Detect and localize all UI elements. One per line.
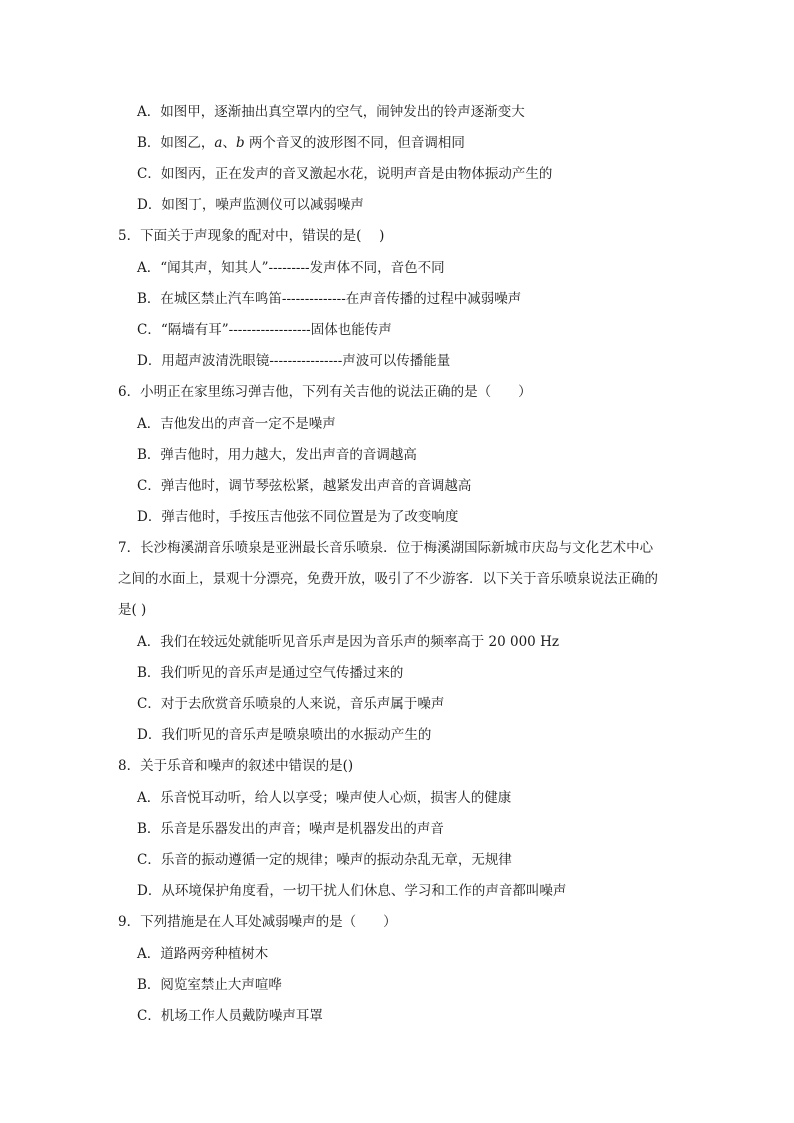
q6-option-a: A．吉他发出的声音一定不是噪声: [137, 416, 336, 432]
q4-option-b-sep: 、: [222, 135, 236, 151]
q8-stem: 8．关于乐音和噪声的叙述中错误的是(): [118, 758, 354, 774]
q6-option-d: D．弹吉他时，手按压吉他弦不同位置是为了改变响度: [137, 509, 459, 525]
q9-option-b: B．阅览室禁止大声喧哗: [137, 977, 282, 993]
q4-option-b-var-b: b: [235, 135, 245, 151]
q4-option-b-suffix: 两个音叉的波形图不同，但音调相同: [244, 135, 465, 151]
q5-option-b: B．在城区禁止汽车鸣笛--------------在声音传播的过程中减弱噪声: [137, 291, 522, 307]
q8-option-a: A．乐音悦耳动听，给人以享受；噪声使人心烦，损害人的健康: [137, 790, 512, 806]
q7-stem-line-2: 之间的水面上，景观十分漂亮，免费开放，吸引了不少游客．以下关于音乐喷泉说法正确的: [118, 571, 658, 587]
q4-option-b: [137, 134, 465, 152]
q5-option-c: C．“隔墙有耳”------------------固体也能传声: [137, 322, 392, 338]
q8-option-d: D．从环境保护角度看，一切干扰人们休息、学习和工作的声音都叫噪声: [137, 883, 567, 899]
q7-stem-line-3: 是( ): [118, 602, 147, 618]
q7-option-d: D．我们听见的音乐声是喷泉喷出的水振动产生的: [137, 727, 432, 743]
q4-option-b-prefix: B．如图乙，: [137, 135, 215, 151]
q9-stem: 9．下列措施是在人耳处减弱噪声的是（ ）: [118, 914, 397, 930]
q6-option-c: C．弹吉他时，调节琴弦松紧，越紧发出声音的音调越高: [137, 478, 472, 494]
q4-option-d: D．如图丁，噪声监测仪可以减弱噪声: [137, 197, 364, 213]
q5-option-a: A．“闻其声，知其人”---------发声体不同，音色不同: [137, 260, 445, 276]
q7-option-a: A．我们在较远处就能听见音乐声是因为音乐声的频率高于 20 000 Hz: [137, 634, 559, 650]
q7-option-b: B．我们听见的音乐声是通过空气传播过来的: [137, 665, 404, 681]
q7-stem-line-1: 7．长沙梅溪湖音乐喷泉是亚洲最长音乐喷泉．位于梅溪湖国际新城市庆岛与文化艺术中心: [118, 540, 654, 556]
q4-option-a: A．如图甲，逐渐抽出真空罩内的空气，闹钟发出的铃声逐渐变大: [137, 104, 525, 120]
q9-option-c: C．机场工作人员戴防噪声耳罩: [137, 1008, 323, 1024]
q8-option-b: B．乐音是乐器发出的声音；噪声是机器发出的声音: [137, 821, 444, 837]
q5-option-d: D．用超声波清洗眼镜----------------声波可以传播能量: [137, 353, 451, 369]
q7-option-c: C．对于去欣赏音乐喷泉的人来说，音乐声属于噪声: [137, 696, 445, 712]
q5-stem: 5．下面关于声现象的配对中，错误的是( ): [118, 228, 385, 244]
q4-option-c: C．如图丙，正在发声的音叉激起水花，说明声音是由物体振动产生的: [137, 166, 553, 182]
q6-stem: 6．小明正在家里练习弹吉他，下列有关吉他的说法正确的是（ ）: [118, 384, 532, 400]
q4-option-b-var-a: a: [214, 135, 223, 151]
q6-option-b: B．弹吉他时，用力越大，发出声音的音调越高: [137, 447, 417, 463]
q9-option-a: A．道路两旁种植树木: [137, 946, 269, 962]
q8-option-c: C．乐音的振动遵循一定的规律；噪声的振动杂乱无章，无规律: [137, 852, 512, 868]
